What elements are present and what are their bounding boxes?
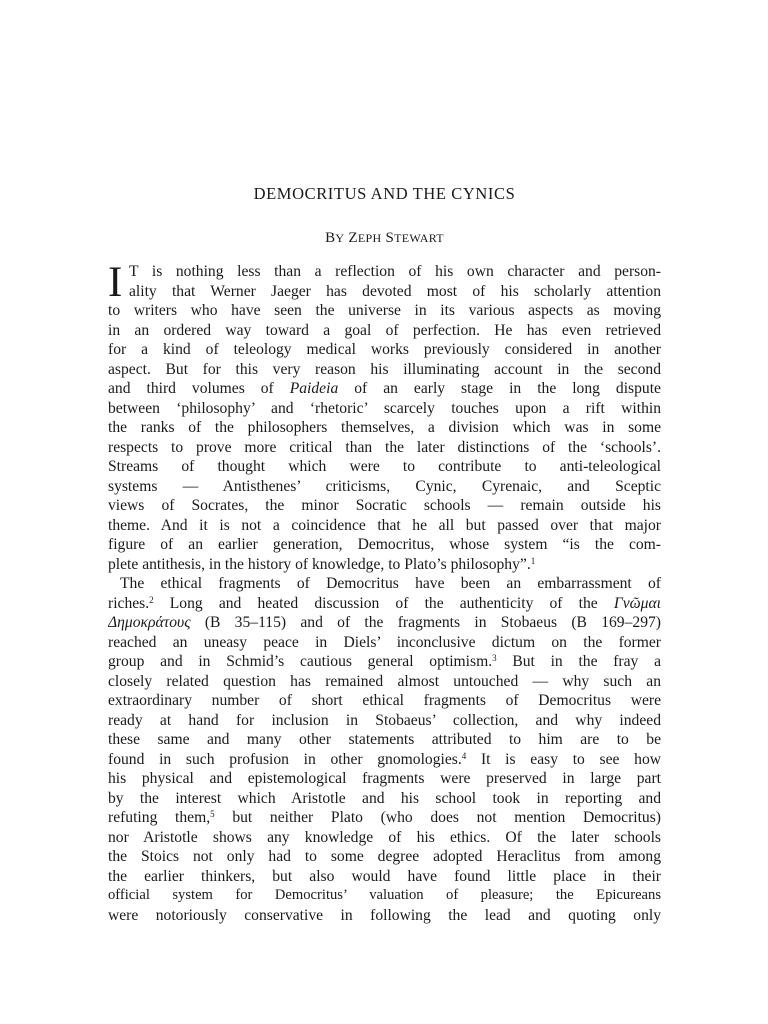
byline-first-name: ZEPH xyxy=(348,230,382,246)
paragraph-1-line: between ‘philosophy’ and ‘rhetoric’ scarcely touches upon a rift within xyxy=(108,399,661,417)
paragraph-2-line: reached an uneasy peace in Diels’ inconclusive dictum on the former xyxy=(108,633,661,651)
footnote-marker: 3 xyxy=(492,653,497,663)
paragraph-1-line xyxy=(108,379,661,399)
footnote-marker: 4 xyxy=(461,750,467,761)
drop-cap: I xyxy=(108,259,123,306)
paragraph-1-line: systems — Antisthenes’ criticisms, Cynic, Cyrenaic, and Sceptic xyxy=(108,477,661,495)
paragraph-1-line: views of Socrates, the minor Socratic schools — remain outside his xyxy=(108,497,661,514)
paragraph-2-line: the Stoics not only had to some degree adopted Heraclitus from among xyxy=(108,848,661,865)
greek-term: Γνῶμαι xyxy=(613,594,661,612)
paragraph-2-line: nor Aristotle shows any knowledge of his ethics. Of the later schools xyxy=(108,828,661,846)
article-byline xyxy=(108,228,661,248)
paragraph-2-line: The ethical fragments of Democritus have been an embarrassment of xyxy=(120,575,661,592)
paragraph-2-line xyxy=(108,750,661,770)
paragraph-1-line: ality that Werner Jaeger has devoted most of his scholarly attention xyxy=(129,282,661,300)
paragraph-2-line: the earlier thinkers, but also would have found little place in their xyxy=(108,867,661,885)
paragraph-2-line xyxy=(108,652,661,672)
paragraph-1-line: the ranks of the philosophers themselves, a division which was in some xyxy=(108,419,661,436)
line-text: (B 35–115) and of the fragments in Stobaeus (B 169–297) xyxy=(204,614,661,631)
line-text: It is easy to see how xyxy=(480,750,661,768)
paragraph-1-line xyxy=(108,555,661,575)
italic-title-paideia: Paideia xyxy=(289,380,339,397)
paragraph-2-line: these same and many other statements attributed to him are to be xyxy=(108,731,661,748)
paragraph-1-line: for a kind of teleology medical works previously considered in another xyxy=(108,341,661,358)
line-text: found in such profusion in other gnomologies. xyxy=(108,750,462,768)
paragraph-1-line: in an ordered way toward a goal of perfection. He has even retrieved xyxy=(108,321,661,339)
paragraph-2-line: extraordinary number of short ethical fragments of Democritus were xyxy=(108,692,661,709)
paragraph-2-line xyxy=(108,613,661,633)
line-text: group and in Schmid’s cautious general optimism. xyxy=(108,653,493,670)
footnote-marker: 5 xyxy=(210,809,215,819)
line-text: refuting them, xyxy=(108,809,211,826)
paragraph-2-line: closely related question has remained almost untouched — why such an xyxy=(108,672,661,690)
paragraph-2-line: ready at hand for inclusion in Stobaeus’ collection, and why indeed xyxy=(108,711,661,729)
paragraph-1-line: figure of an earlier generation, Democritus, whose system “is the com- xyxy=(108,536,661,553)
paragraph-2-line xyxy=(108,808,661,828)
byline-by: BY xyxy=(325,230,345,246)
article-title: DEMOCRITUS AND THE CYNICS xyxy=(253,184,516,203)
line-text: But in the fray a xyxy=(512,653,661,670)
line-text: Long and heated discussion of the authenticity of the xyxy=(169,594,598,612)
paragraph-2-line: by the interest which Aristotle and his school took in reporting and xyxy=(108,789,661,807)
paragraph-1-line: aspect. But for this very reason his illuminating account in the second xyxy=(108,360,661,378)
paragraph-2-line: his physical and epistemological fragments were preserved in large part xyxy=(108,770,661,787)
byline-last-name: STEWART xyxy=(385,230,444,246)
line-text: and third volumes of xyxy=(108,380,274,397)
footnote-marker: 1 xyxy=(530,555,536,566)
line-text: riches. xyxy=(108,594,150,612)
footnote-marker: 2 xyxy=(149,594,154,605)
paragraph-1-line: T is nothing less than a reflection of his own character and person- xyxy=(129,263,661,280)
line-text: but neither Plato (who does not mention Democritus) xyxy=(232,809,661,826)
paragraph-1-line: Streams of thought which were to contribute to anti-teleological xyxy=(108,458,661,475)
paragraph-2-line xyxy=(108,594,661,614)
article-body xyxy=(108,259,661,925)
line-text: of an early stage in the long dispute xyxy=(354,380,661,397)
paragraph-1-line: theme. And it is not a coincidence that he all but passed over that major xyxy=(108,516,661,534)
line-text: plete antithesis, in the history of knowledge, to Plato’s philosophy”. xyxy=(108,555,531,573)
paragraph-1-line: to writers who have seen the universe in its various aspects as moving xyxy=(108,302,661,319)
paragraph-2-line: official system for Democritus’ valuation of pleasure; the Epicureans xyxy=(108,887,661,903)
greek-term: Δημοκράτους xyxy=(108,614,191,631)
paragraph-1-line: respects to prove more critical than the later distinctions of the ‘schools’. xyxy=(108,438,661,456)
paragraph-2-line: were notoriously conservative in following the lead and quoting only xyxy=(108,906,661,924)
